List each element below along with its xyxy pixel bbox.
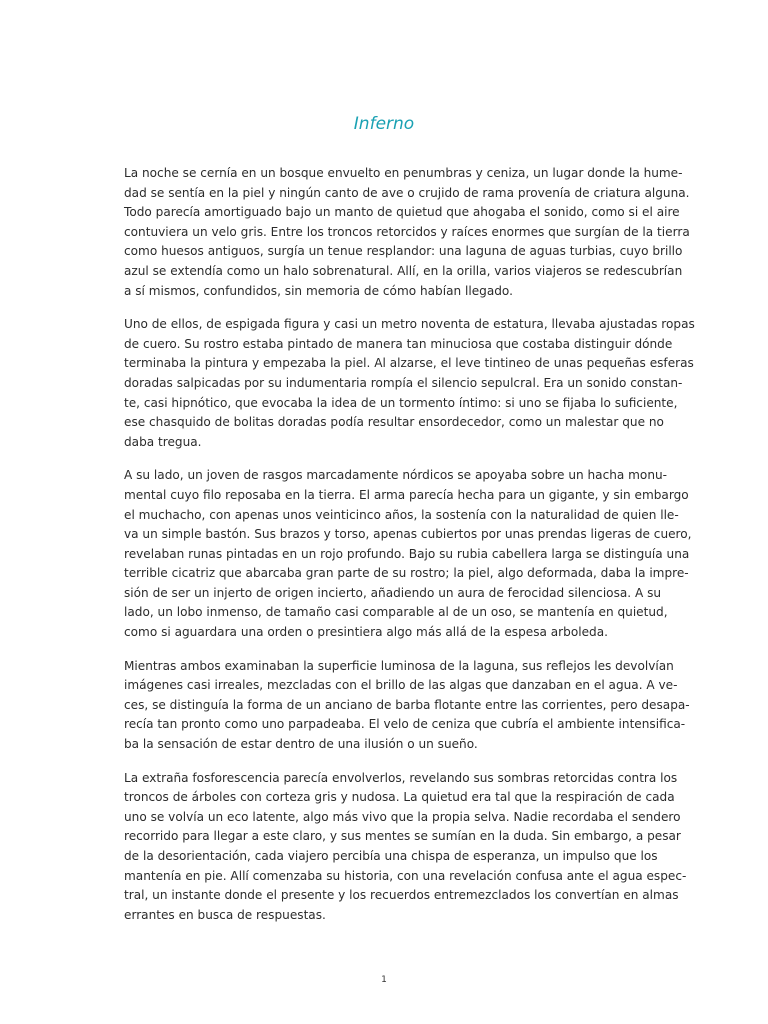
text-line: va un simple bastón. Sus brazos y torso, apenas cubiertos por unas prendas ligeras de cuero,: [124, 527, 692, 542]
paragraph: [124, 657, 690, 755]
text-line: ba la sensación de estar dentro de una ilusión o un sueño.: [124, 737, 478, 752]
page-number: 1: [381, 975, 387, 985]
text-line: sión de ser un injerto de origen incierto, añadiendo un aura de ferocidad silenciosa. A su: [124, 585, 662, 600]
paragraph: [124, 466, 692, 642]
text-line: recorrido para llegar a este claro, y sus mentes se sumían en la duda. Sin embargo, a pesar: [124, 829, 681, 844]
text-line: Uno de ellos, de espigada figura y casi un metro noventa de estatura, llevaba ajustadas ropas: [124, 317, 695, 332]
chapter-title: Inferno: [353, 114, 415, 134]
paragraph: [124, 164, 690, 301]
text-line: lado, un lobo inmenso, de tamaño casi comparable al de un oso, se mantenía en quietud,: [124, 605, 668, 620]
text-line: como huesos antiguos, surgía un tenue resplandor: una laguna de aguas turbias, cuyo brillo: [124, 244, 683, 259]
text-line: como si aguardara una orden o presintiera algo más allá de la espesa arboleda.: [124, 625, 608, 640]
text-line: imágenes casi irreales, mezcladas con el brillo de las algas que danzaban en el agua. A ve-: [124, 678, 678, 693]
text-line: recía tan pronto como uno parpadeaba. El velo de ceniza que cubría el ambiente intensifica-: [124, 717, 686, 732]
text-line: te, casi hipnótico, que evocaba la idea de un tormento íntimo: si uno se fijaba lo suficiente,: [124, 395, 678, 410]
text-line: A su lado, un joven de rasgos marcadamente nórdicos se apoyaba sobre un hacha monu-: [124, 468, 668, 483]
text-line: dad se sentía en la piel y ningún canto de ave o crujido de rama provenía de criatura alguna.: [124, 185, 690, 200]
paragraph: [124, 769, 687, 926]
text-line: de la desorientación, cada viajero percibía una chispa de esperanza, un impulso que los: [124, 849, 658, 863]
text-line: Mientras ambos examinaban la superficie luminosa de la laguna, sus reflejos les devolvían: [124, 658, 674, 673]
chapter-body: [124, 164, 695, 939]
text-line: terrible cicatriz que abarcaba gran parte de su rostro; la piel, algo deformada, daba la impre-: [124, 566, 689, 581]
paragraph: [124, 315, 695, 452]
text-line: azul se extendía como un halo sobrenatural. Allí, en la orilla, varios viajeros se redescubrían: [124, 263, 683, 278]
text-line: uno se volvía un eco latente, algo más vivo que la propia selva. Nadie recordaba el sendero: [124, 809, 681, 824]
text-line: revelaban runas pintadas en un rojo profundo. Bajo su rubia cabellera larga se distinguía una: [124, 546, 690, 561]
text-line: Todo parecía amortiguado bajo un manto de quietud que ahogaba el sonido, como si el aire: [124, 205, 680, 220]
text-line: doradas salpicadas por su indumentaria rompía el silencio sepulcral. Era un sonido constan-: [124, 375, 683, 390]
text-line: troncos de árboles con corteza gris y nudosa. La quietud era tal que la respiración de cada: [124, 790, 675, 805]
text-line: daba tregua.: [124, 434, 202, 449]
text-line: el muchacho, con apenas unos veinticinco años, la sostenía con la naturalidad de quien lle-: [124, 507, 679, 522]
text-line: contuviera un velo gris. Entre los troncos retorcidos y raíces enormes que surgían de la tierra: [124, 224, 690, 239]
text-line: de cuero. Su rostro estaba pintado de manera tan minuciosa que costaba distinguir dónde: [124, 336, 673, 351]
text-line: tral, un instante donde el presente y los recuerdos entremezclados los convertían en almas: [124, 888, 679, 903]
text-line: ces, se distinguía la forma de un anciano de barba flotante entre las corrientes, pero desapa-: [124, 697, 690, 712]
text-line: ese chasquido de bolitas doradas podía resultar ensordecedor, como un malestar que no: [124, 415, 664, 430]
text-line: errantes en busca de respuestas.: [124, 907, 326, 922]
text-line: La extraña fosforescencia parecía envolverlos, revelando sus sombras retorcidas contra los: [124, 770, 678, 785]
text-line: terminaba la pintura y empezaba la piel. Al alzarse, el leve tintineo de unas pequeñas esferas: [124, 356, 694, 371]
text-line: La noche se cernía en un bosque envuelto en penumbras y ceniza, un lugar donde la hume-: [124, 166, 683, 180]
text-line: mantenía en pie. Allí comenzaba su historia, con una revelación confusa ante el agua espec-: [124, 868, 687, 883]
text-line: mental cuyo filo reposaba en la tierra. El arma parecía hecha para un gigante, y sin embargo: [124, 487, 689, 502]
text-line: a sí mismos, confundidos, sin memoria de cómo habían llegado.: [124, 283, 513, 298]
